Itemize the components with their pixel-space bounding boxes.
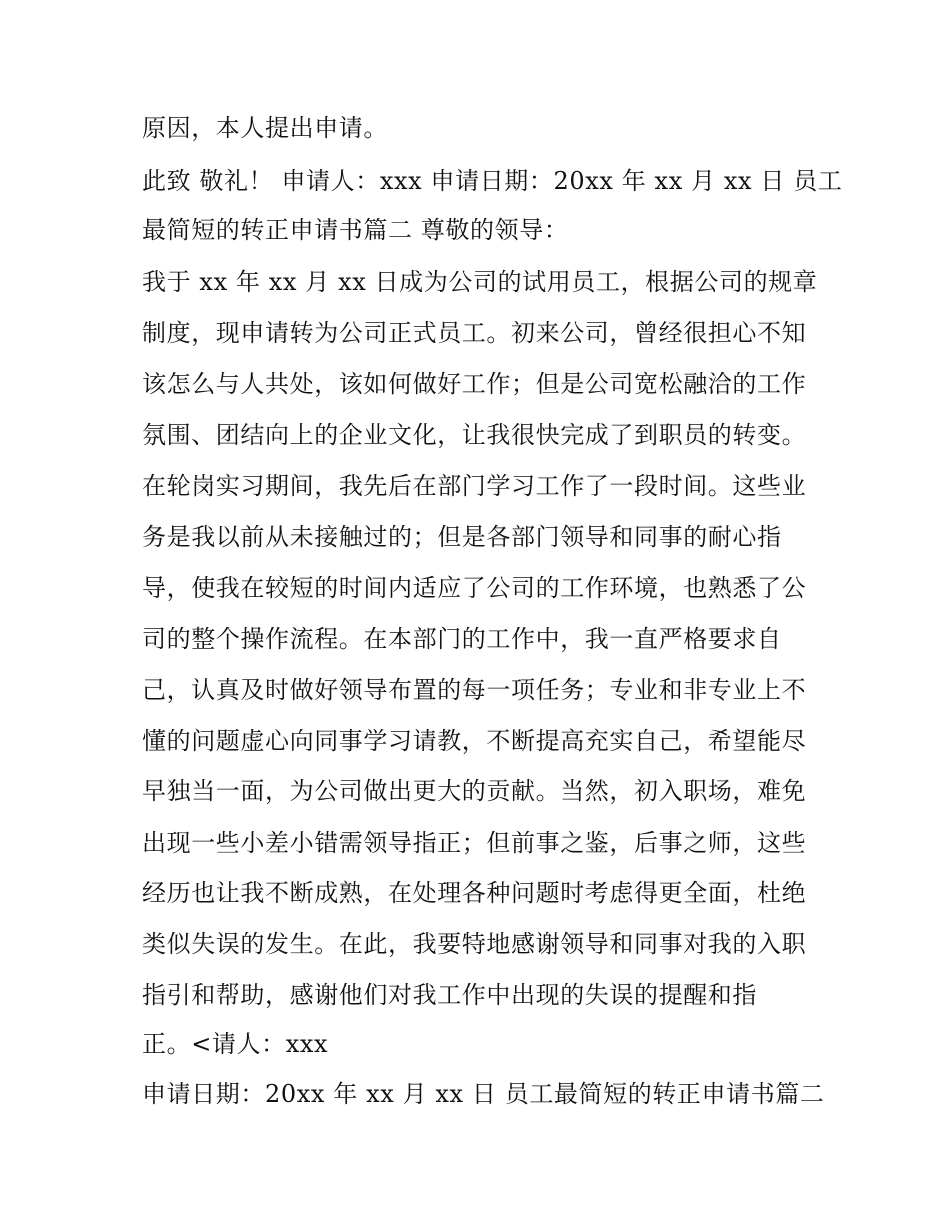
text-line: 务是我以前从未接触过的；但是各部门领导和同事的耐心指 [142,523,782,551]
text-line: 我于 xx 年 xx 月 xx 日成为公司的试用员工，根据公司的规章 [142,268,818,296]
text-line: 在轮岗实习期间，我先后在部门学习工作了一段时间。这些业 [142,472,807,500]
text-line: 经历也让我不断成熟，在处理各种问题时考虑得更全面，杜绝 [142,879,807,907]
text-line: 指引和帮助，感谢他们对我工作中出现的失误的提醒和指 [142,981,757,1009]
text-line: 原因，本人提出申请。 [142,114,388,142]
text-line: 正。<请人：xxx [142,1030,329,1058]
text-line: 最简短的转正申请书篇二 尊敬的领导： [142,216,569,244]
text-line: 司的整个操作流程。在本部门的工作中，我一直严格要求自 [142,625,782,653]
text-line: 己，认真及时做好领导布置的每一项任务；专业和非专业上不 [142,676,807,704]
text-line: 懂的问题虚心向同事学习请教，不断提高充实自己，希望能尽 [142,727,807,755]
text-line: 导，使我在较短的时间内适应了公司的工作环境，也熟悉了公 [142,574,807,602]
text-line: 制度，现申请转为公司正式员工。初来公司，曾经很担心不知 [142,319,807,347]
text-line: 类似失误的发生。在此，我要特地感谢领导和同事对我的入职 [142,930,807,958]
text-line: 出现一些小差小错需领导指正；但前事之鉴，后事之师，这些 [142,829,807,857]
text-line: 此致 敬礼！ 申请人：xxx 申请日期：20xx 年 xx 月 xx 日 员工 [142,167,843,195]
text-line: 氛围、团结向上的企业文化，让我很快完成了到职员的转变。 [142,421,807,449]
text-line: 该怎么与人共处，该如何做好工作；但是公司宽松融洽的工作 [142,370,807,398]
text-line: 早独当一面，为公司做出更大的贡献。当然，初入职场，难免 [142,777,807,805]
text-line: 申请日期：20xx 年 xx 月 xx 日 员工最简短的转正申请书篇二 [142,1080,825,1108]
